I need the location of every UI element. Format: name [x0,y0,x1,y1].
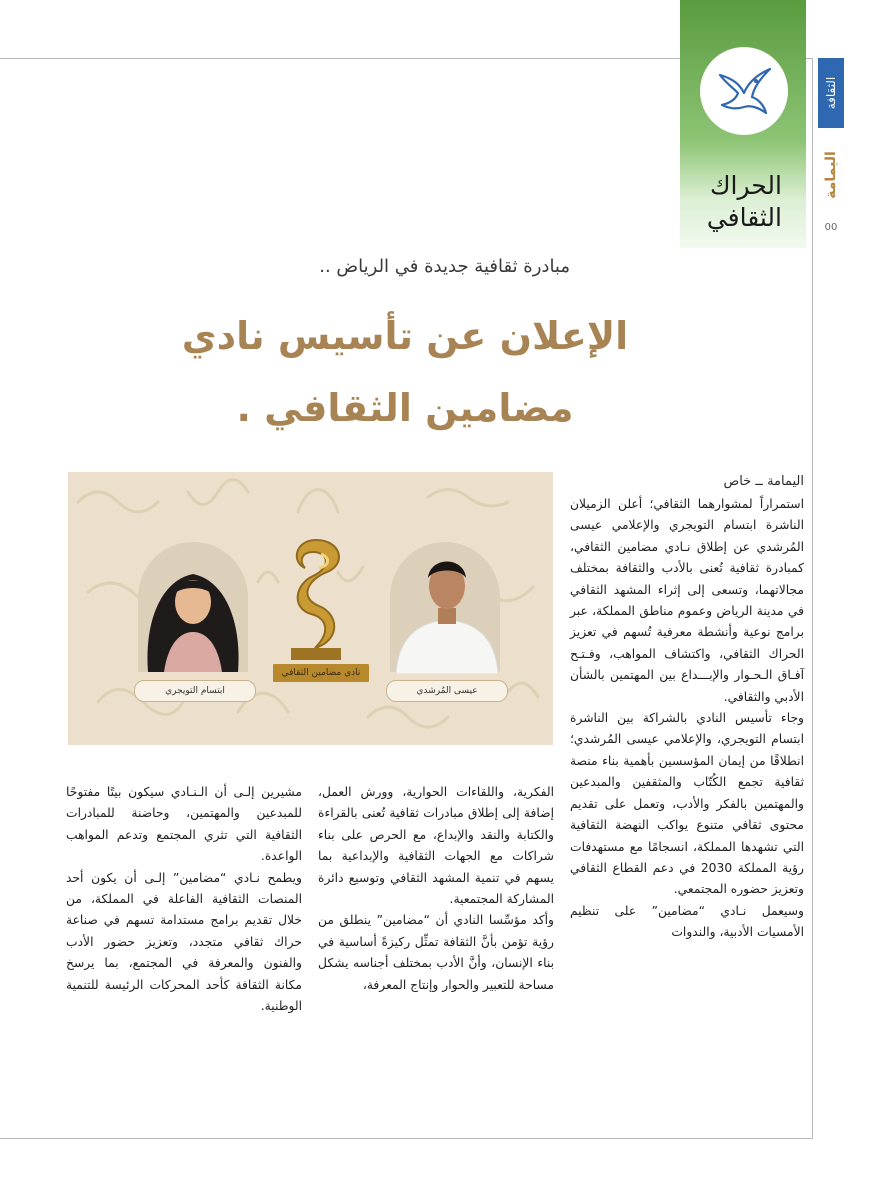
headline-line1: الإعلان عن تأسيس نادي [181,314,629,358]
paragraph: استمراراً لمشوارهما الثقافي؛ أعلن الزميلان الناشرة ابتسام التويجري والإعلامي عيسى المُرشدي عن إطلاق نـادي مضامين الثقافي، كمبادرة ثقافية تُعنى بالأدب والثقافة بمختلف مجالاتهما، وتسعى إلى إثراء المشهد الثقافي في مدينة الرياض وعموم مناطق المملكة، عبر برامج نوعية وأنشطة معرفية تُسهم في تعزيز الحراك الثقافي، واكتشاف المواهب، وفـتـح آفـاق الـحـوار والإبـــداع بين المهتمين بالشأن الأدبي والثقافي. [570,497,804,704]
section-label-line2: الثقافي [706,203,782,232]
article-column-left [66,782,302,1017]
page-number: 00 [824,222,838,233]
person-left-name: ابتسام التويجري [134,680,256,702]
paragraph: وأكد مؤسِّسا النادي أن “مضامين” ينطلق من رؤية تؤمن بأنَّ الثقافة تمثِّل ركيزةً أساسية في بناء الإنسان، وأنَّ الأدب بمختلف أجناسه يشكل مساحة للتعبير والحوار وإنتاج المعرفة، [318,913,554,992]
magazine-brand-label: اليمامة [823,151,839,199]
paragraph: وجاء تأسيس النادي بالشراكة بين الناشرة ابتسام التويجري، والإعلامي عيسى المُرشدي؛ انطلاقًا من إيمان المؤسسين بأهمية بناء منصة ثقافية تجمع الكُتّاب والمثقفين والمبدعين والمهتمين بالفكر والأدب، وتعمل على تقديم محتوى ثقافي متنوع يواكب النهضة الثقافية التي تشهدها المملكة، انسجامًا مع مستهدفات رؤية المملكة 2030 في دعم القطاع الثقافي وتعزيز حضوره المجتمعي. [570,711,804,897]
headline-line2: مضامين الثقافي . [236,386,574,430]
section-label-line1: الحراك [709,171,782,200]
article-kicker: مبادرة ثقافية جديدة في الرياض .. [319,256,570,277]
frame-bottom-rule [0,1138,813,1139]
trophy-icon [271,532,361,662]
article-column-right [570,494,804,944]
woman-portrait [134,540,252,672]
paragraph: الفكرية، واللقاءات الحوارية، وورش العمل، إضافة إلى إطلاق مبادرات ثقافية تُعنى بالقراءة والكتابة والنقد والإبداع، مع الحرص على بناء شراكات مع الجهات الثقافية والإبداعية بما يسهم في تنمية المشهد الثقافي وتوسيع دائرة المشاركة المجتمعية. [318,785,554,907]
person-right-name: عيسى المُرشدي [386,680,508,702]
article-column-middle [318,782,554,996]
section-label [682,170,782,234]
section-tab-label: الثقافة [824,76,838,110]
section-tab [818,58,844,128]
bird-logo-icon [714,61,774,121]
frame-right-rule [812,58,813,1138]
article-headline [160,300,650,444]
trophy-label: نادي مضامين الثقافي [273,664,369,682]
section-logo [700,47,788,135]
article-byline: اليمامة ــ خاص [723,474,804,489]
magazine-brand [817,140,845,210]
paragraph: ويطمح نـادي “مضامين” إلـى أن يكون أحد المنصات الثقافية الفاعلة في المملكة، من خلال تقديم برامج مستدامة تسهم في صناعة حراك ثقافي متجدد، وتعزيز حضور الأدب والفنون والمعرفة في المجتمع، بما يرسخ مكانة الثقافة كأحد المحركات الرئيسة للتنمية الوطنية. [66,870,302,1014]
paragraph: مشيرين إلـى أن الـنـادي سيكون بيتًا مفتوحًا للمبدعين والمهتمين، وحاضنة للمبادرات الثقافية التي تثري المجتمع وتدعم المواهب الواعدة. [66,785,302,864]
article-photo [68,472,553,745]
paragraph: وسيعمل نـادي “مضامين” على تنظيم الأمسيات الأدبية، والندوات [570,903,804,940]
man-portrait [388,534,506,674]
